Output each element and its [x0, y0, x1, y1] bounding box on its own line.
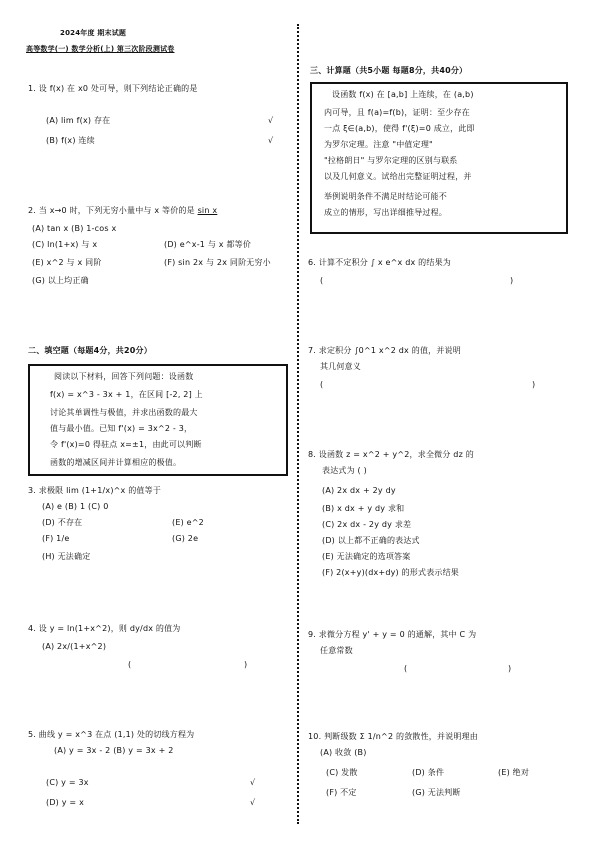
box-left-line: 函数的增减区间并计算相应的极值。	[50, 458, 182, 467]
q6-answer-close: )	[510, 276, 514, 285]
q3-option-f: (F) 1/e	[42, 534, 70, 543]
q1-mark-b: √	[268, 136, 274, 145]
question-4: 4. 设 y = ln(1+x^2)，则 dy/dx 的值为	[28, 624, 181, 633]
q10-line2: (A) 收敛 (B)	[320, 748, 367, 757]
q5-mark-d: √	[250, 798, 256, 807]
q8-option-a: (A) 2x dx + 2y dy	[322, 486, 396, 495]
exam-subtitle: 高等数学(一) 数学分析(上) 第三次阶段测试卷	[26, 45, 175, 53]
box-right-line: 成立的情形，写出详细推导过程。	[324, 208, 447, 217]
q10-option-g: (G) 无法判断	[412, 788, 461, 797]
box-left-line: f(x) = x^3 - 3x + 1，在区间 [-2, 2] 上	[50, 390, 203, 399]
q2-line2: (A) tan x (B) 1-cos x	[32, 224, 117, 233]
q8-option-d: (D) 以上都不正确的表达式	[322, 536, 420, 545]
q8-option-c: (C) 2x dx - 2y dy 求差	[322, 520, 412, 529]
reading-box-right	[310, 82, 568, 234]
q9-answer-close: )	[508, 664, 512, 673]
q7-line2: 其几何意义	[320, 362, 361, 371]
box-right-line: 设函数 f(x) 在 [a,b] 上连续，在 (a,b)	[332, 90, 474, 99]
q10-option-d: (D) 条件	[412, 768, 445, 777]
q7-answer-open: (	[320, 380, 324, 389]
q5-option-c: (C) y = 3x	[46, 778, 89, 787]
q5-option-d: (D) y = x	[46, 798, 85, 807]
q9-answer-open: (	[404, 664, 408, 673]
reading-box-left	[28, 364, 288, 476]
box-left-line: 讨论其单调性与极值，并求出函数的最大	[50, 408, 198, 417]
q2-option-g: (G) 以上均正确	[32, 276, 89, 285]
box-left-line: 阅读以下材料，回答下列问题：设函数	[54, 372, 194, 381]
box-right-line: 举例说明条件不满足时结论可能不	[324, 192, 447, 201]
q1-option-b: (B) f(x) 连续	[46, 136, 95, 145]
q10-option-e: (E) 绝对	[498, 768, 530, 777]
q3-option-d: (D) 不存在	[42, 518, 83, 527]
q8-option-f: (F) 2(x+y)(dx+dy) 的形式表示结果	[322, 568, 460, 577]
q3-option-g: (G) 2e	[172, 534, 199, 543]
box-left-line: 值与最小值。已知 f'(x) = 3x^2 - 3，	[50, 424, 193, 433]
question-5: 5. 曲线 y = x^3 在点 (1,1) 处的切线方程为	[28, 730, 195, 739]
q8-line2: 表达式为 ( )	[322, 466, 367, 475]
question-10: 10. 判断级数 Σ 1/n^2 的敛散性，并说明理由	[308, 732, 478, 741]
q4-answer-close: )	[244, 660, 248, 669]
q6-answer-open: (	[320, 276, 324, 285]
q5-line2: (A) y = 3x - 2 (B) y = 3x + 2	[54, 746, 174, 755]
column-divider	[297, 24, 299, 824]
box-left-line: 令 f'(x)=0 得驻点 x=±1，由此可以判断	[50, 440, 202, 449]
box-right-line: 为罗尔定理。注意 "中值定理"	[324, 140, 433, 149]
q8-option-b: (B) x dx + y dy 求和	[322, 504, 405, 513]
q2-underlined: sin x	[197, 206, 218, 215]
q2-option-d: (D) e^x-1 与 x 都等价	[164, 240, 252, 249]
question-8: 8. 设函数 z = x^2 + y^2，求全微分 dz 的	[308, 450, 474, 459]
q2-option-c: (C) ln(1+x) 与 x	[32, 240, 98, 249]
q1-option-a: (A) lim f(x) 存在	[46, 116, 111, 125]
question-1: 1. 设 f(x) 在 x0 处可导，则下列结论正确的是	[28, 84, 198, 93]
q9-line2: 任意常数	[320, 646, 353, 655]
q4-answer-open: (	[128, 660, 132, 669]
q8-option-e: (E) 无法确定的选项答案	[322, 552, 411, 561]
section-3-title: 三、计算题（共5小题 每题8分，共40分）	[310, 66, 468, 75]
box-right-line: 以及几何意义。试给出完整证明过程，并	[324, 172, 472, 181]
section-2-title: 二、填空题（每题4分，共20分）	[28, 346, 152, 355]
q2-option-e: (E) x^2 与 x 同阶	[32, 258, 102, 267]
question-2: 2. 当 x→0 时，下列无穷小量中与 x 等价的是 sin x	[28, 206, 218, 215]
q2-option-f: (F) sin 2x 与 2x 同阶无穷小	[164, 258, 271, 267]
q4-line2: (A) 2x/(1+x^2)	[42, 642, 107, 651]
box-right-line: 内可导，且 f(a)=f(b)，证明：至少存在	[324, 108, 470, 117]
q10-option-c: (C) 发散	[326, 768, 358, 777]
q7-answer-close: )	[532, 380, 536, 389]
question-3: 3. 求极限 lim (1+1/x)^x 的值等于	[28, 486, 162, 495]
box-right-line: 一点 ξ∈(a,b)，使得 f'(ξ)=0 成立，此即	[324, 124, 475, 133]
q10-option-f: (F) 不定	[326, 788, 357, 797]
q3-option-h: (H) 无法确定	[42, 552, 91, 561]
box-right-line: "拉格朗日" 与罗尔定理的区别与联系	[324, 156, 458, 165]
q3-line2: (A) e (B) 1 (C) 0	[42, 502, 109, 511]
q5-mark-c: √	[250, 778, 256, 787]
exam-title: 2024年度 期末试题	[60, 29, 127, 37]
question-7: 7. 求定积分 ∫0^1 x^2 dx 的值，并说明	[308, 346, 461, 355]
q1-mark-a: √	[268, 116, 274, 125]
question-6: 6. 计算不定积分 ∫ x e^x dx 的结果为	[308, 258, 451, 267]
question-9: 9. 求微分方程 y' + y = 0 的通解，其中 C 为	[308, 630, 477, 639]
q3-option-e: (E) e^2	[172, 518, 204, 527]
